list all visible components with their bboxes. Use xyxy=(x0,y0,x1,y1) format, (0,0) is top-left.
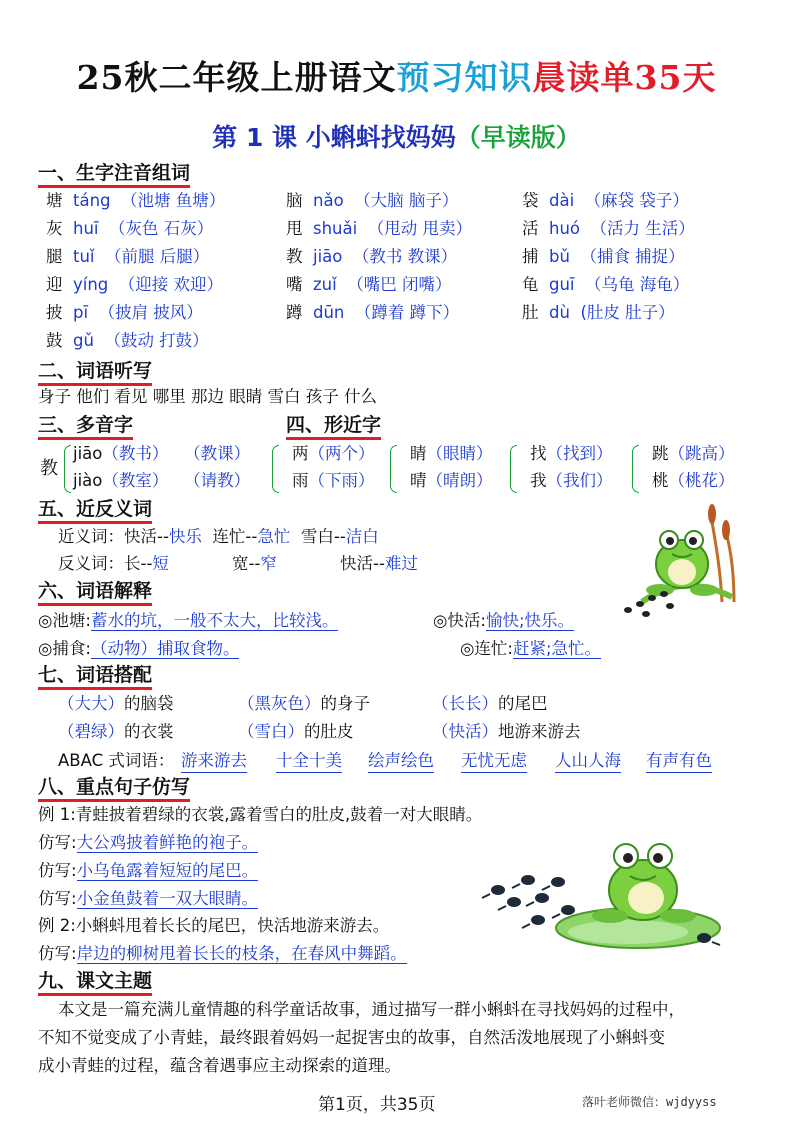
collocation-item: （长长）的尾巴 xyxy=(432,694,548,713)
example-1: 例 1:青蛙披着碧绿的衣裳,露着雪白的肚皮,鼓着一对大眼睛。 xyxy=(38,805,483,824)
section-7-heading: 七、词语搭配 xyxy=(38,664,152,690)
abac-label: ABAC 式词语： xyxy=(58,751,175,770)
similar-char-item: 我（我们） xyxy=(530,471,613,490)
abac-word: 十全十美 xyxy=(276,750,342,773)
vocab-item xyxy=(522,246,685,268)
section-9-heading: 九、课文主题 xyxy=(38,970,152,996)
definition: ◎捕食:（动物）捕取食物。 xyxy=(38,639,240,658)
pair: 长--短 xyxy=(124,554,169,573)
abac-word: 有声有色 xyxy=(646,750,712,773)
wechat-contact: 落叶老师微信：wjdyyss xyxy=(582,1095,717,1109)
collocation-item: （快活）地游来游去 xyxy=(432,722,581,741)
pinyin: jiào xyxy=(73,471,103,490)
title-part-3: 晨读单35天 xyxy=(532,58,717,97)
word: （教课） xyxy=(184,444,251,463)
char: 鼓 xyxy=(46,331,63,350)
similar-char-item: 跳（跳高） xyxy=(652,444,735,463)
antonym-pair: 快活--难过 xyxy=(340,554,418,573)
label: 近义词： xyxy=(58,527,124,546)
words: （池塘 鱼塘） xyxy=(121,191,226,210)
abac-word: 无忧无虑 xyxy=(461,750,527,773)
imitation-4: 仿写:岸边的柳树甩着长长的枝条，在春风中舞蹈。 xyxy=(38,944,407,963)
words: （教书 教课） xyxy=(352,247,458,266)
lesson-version: （早读版） xyxy=(455,123,581,152)
abac-row xyxy=(58,750,174,772)
lesson-title xyxy=(0,118,793,154)
words: （迎接 欢迎） xyxy=(118,275,224,294)
words: （大脑 脑子） xyxy=(354,191,459,210)
words: （甩动 甩卖） xyxy=(367,219,472,238)
pinyin: yíng xyxy=(73,275,109,294)
pinyin: jiāo xyxy=(313,247,343,266)
section-5-heading: 五、近反义词 xyxy=(38,498,152,524)
pair: 连忙--急忙 xyxy=(212,527,291,546)
words: （前腿 后腿） xyxy=(105,247,210,266)
pinyin: guī xyxy=(549,275,575,294)
similar-char-item: 两（两个） xyxy=(292,444,375,463)
vocab-item xyxy=(522,218,695,240)
pinyin: táng xyxy=(73,191,111,210)
definition: ◎池塘:蓄水的坑，一般不太大，比较浅。 xyxy=(38,611,339,630)
frog-on-lilypad-icon xyxy=(478,820,730,950)
section-3-heading: 三、多音字 xyxy=(38,414,133,440)
vocab-item xyxy=(46,274,223,296)
words: （蹲着 蹲下） xyxy=(354,303,460,322)
char: 灰 xyxy=(46,219,63,238)
imitation-2: 仿写:小乌龟露着短短的尾巴。 xyxy=(38,861,259,880)
collocation-item: （黑灰色）的身子 xyxy=(238,694,370,713)
vocab-item xyxy=(286,302,459,324)
pair: 快活--快乐 xyxy=(124,527,202,546)
page-title xyxy=(0,52,793,99)
theme-line-2: 不知不觉变成了小青蛙，最终跟着妈妈一起捉害虫的故事，自然活泼地展现了小蝌蚪变 xyxy=(38,1028,665,1047)
char: 袋 xyxy=(522,191,539,210)
collocation-item: （碧绿）的衣裳 xyxy=(58,722,174,741)
pinyin: dù xyxy=(549,303,570,322)
bracket xyxy=(632,445,639,493)
vocab-item xyxy=(46,218,213,240)
similar-char-item: 晴（晴朗） xyxy=(410,471,493,490)
vocab-item xyxy=(286,246,457,268)
word: （教书） xyxy=(102,444,169,463)
antonyms-row xyxy=(58,553,169,575)
words: （灰色 石灰） xyxy=(109,219,214,238)
title-part-2: 预习知识 xyxy=(396,58,533,97)
theme-line-1: 本文是一篇充满儿童情趣的科学童话故事，通过描写一群小蝌蚪在寻找妈妈的过程中， xyxy=(58,1000,685,1019)
section-1-heading: 一、生字注音组词 xyxy=(38,162,190,188)
pair: 雪白--洁白 xyxy=(300,527,379,546)
words: （活力 生活） xyxy=(590,219,695,238)
similar-char-item: 桃（桃花） xyxy=(652,471,735,490)
pinyin: jiāo xyxy=(73,444,103,463)
synonyms-row xyxy=(58,526,379,548)
words: (肚皮 肚子） xyxy=(580,303,675,322)
pinyin: huó xyxy=(549,219,581,238)
antonym-pair: 宽--窄 xyxy=(232,554,277,573)
vocab-item xyxy=(286,274,451,296)
polyphone-char: 教 xyxy=(40,458,58,479)
collocation-item: （大大）的脑袋 xyxy=(58,694,174,713)
char: 塘 xyxy=(46,191,63,210)
word: （请教） xyxy=(184,471,251,490)
char: 脑 xyxy=(286,191,303,210)
char: 活 xyxy=(522,219,539,238)
page-number: 第1页，共35页 xyxy=(318,1095,436,1115)
pinyin: nǎo xyxy=(313,191,344,210)
words: （乌龟 海龟） xyxy=(585,275,690,294)
definition: ◎快活:愉快;快乐。 xyxy=(433,611,575,630)
pinyin: zuǐ xyxy=(313,275,337,294)
example-2: 例 2:小蝌蚪甩着长长的尾巴，快活地游来游去。 xyxy=(38,916,390,935)
imitation-1: 仿写:大公鸡披着鲜艳的袍子。 xyxy=(38,833,259,852)
polyphone-row-2 xyxy=(73,470,250,492)
pinyin: tuǐ xyxy=(73,247,95,266)
char: 披 xyxy=(46,303,63,322)
pinyin: pī xyxy=(73,303,89,322)
pinyin: gǔ xyxy=(73,331,94,350)
dictation-words: 身子 他们 看见 哪里 那边 眼睛 雪白 孩子 什么 xyxy=(38,387,377,406)
char: 肚 xyxy=(522,303,539,322)
abac-word: 绘声绘色 xyxy=(368,750,434,773)
definition: ◎连忙:赶紧;急忙。 xyxy=(460,639,602,658)
bracket xyxy=(510,445,517,493)
abac-word: 游来游去 xyxy=(181,750,247,773)
abac-word: 人山人海 xyxy=(555,750,621,773)
title-part-1: 25秋二年级上册语文 xyxy=(76,58,397,97)
words: （披肩 披风） xyxy=(98,303,203,322)
char: 腿 xyxy=(46,247,63,266)
similar-char-item: 睛（眼睛） xyxy=(410,444,493,463)
bracket xyxy=(390,445,397,493)
vocab-item xyxy=(46,330,209,352)
imitation-3: 仿写:小金鱼鼓着一双大眼睛。 xyxy=(38,889,259,908)
lesson-name: 第 1 课 小蝌蚪找妈妈 xyxy=(212,123,456,152)
word: （教室） xyxy=(102,471,169,490)
vocab-item xyxy=(46,302,203,324)
vocab-item xyxy=(522,274,689,296)
pinyin: dài xyxy=(549,191,575,210)
section-8-heading: 八、重点句子仿写 xyxy=(38,776,190,802)
pinyin: bǔ xyxy=(549,247,570,266)
polyphone-row-1 xyxy=(73,443,250,465)
char: 龟 xyxy=(522,275,539,294)
pinyin: huī xyxy=(73,219,99,238)
similar-char-item: 雨（下雨） xyxy=(292,471,375,490)
bracket xyxy=(64,445,71,493)
vocab-item xyxy=(286,218,472,240)
similar-char-item: 找（找到） xyxy=(530,444,613,463)
char: 甩 xyxy=(286,219,303,238)
words: （鼓动 打鼓） xyxy=(104,331,209,350)
char: 嘴 xyxy=(286,275,303,294)
words: （麻袋 袋子） xyxy=(584,191,689,210)
bracket xyxy=(272,445,279,493)
words: （嘴巴 闭嘴） xyxy=(347,275,452,294)
words: （捕食 捕捉） xyxy=(580,247,685,266)
char: 捕 xyxy=(522,247,539,266)
pinyin: dūn xyxy=(313,303,345,322)
pinyin: shuǎi xyxy=(313,219,358,238)
section-6-heading: 六、词语解释 xyxy=(38,580,152,606)
char: 教 xyxy=(286,247,303,266)
vocab-item xyxy=(286,190,458,212)
tadpole-icon xyxy=(618,582,688,622)
collocation-item: （雪白）的肚皮 xyxy=(238,722,354,741)
vocab-item xyxy=(46,190,225,212)
label: 反义词： xyxy=(58,554,124,573)
section-2-heading: 二、词语听写 xyxy=(38,360,152,386)
vocab-item xyxy=(46,246,209,268)
char: 蹲 xyxy=(286,303,303,322)
section-4-heading: 四、形近字 xyxy=(286,414,381,440)
char: 迎 xyxy=(46,275,63,294)
vocab-item xyxy=(522,302,675,324)
vocab-item xyxy=(522,190,689,212)
theme-line-3: 成小青蛙的过程，蕴含着遇事应主动探索的道理。 xyxy=(38,1056,401,1075)
